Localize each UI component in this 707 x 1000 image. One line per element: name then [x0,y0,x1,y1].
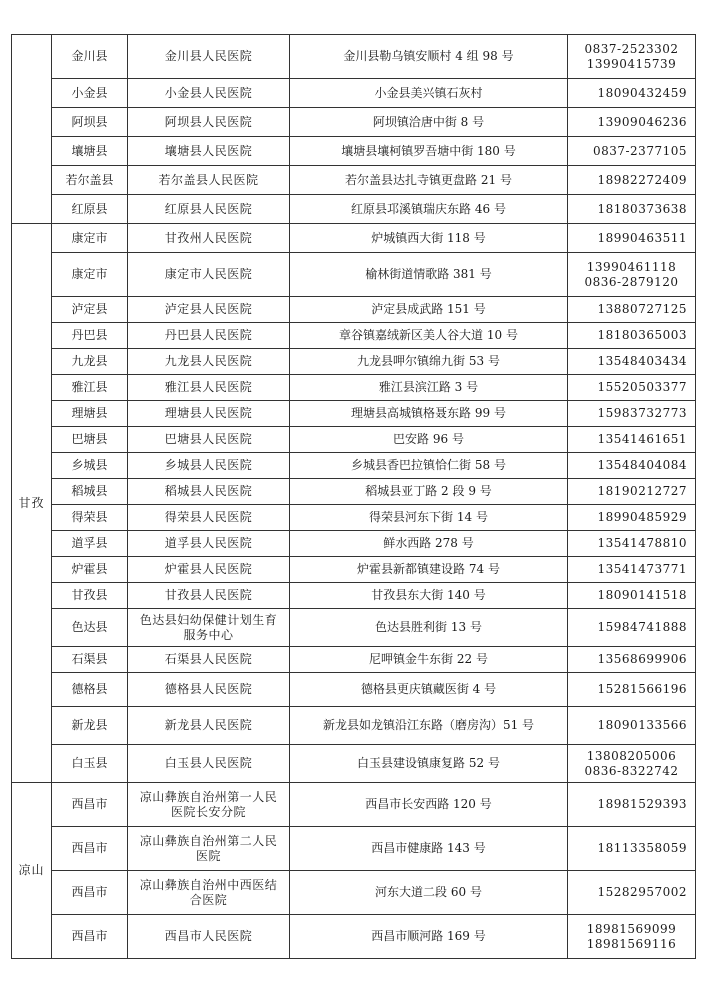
hospital-cell: 金川县人民医院 [128,35,290,79]
county-cell: 色达县 [52,609,128,647]
phone-cell: 15983732773 [568,401,696,427]
table-row [12,871,696,915]
phone-cell: 13990461118 0836-2879120 [568,253,696,297]
address-cell: 九龙县呷尔镇绵九街 53 号 [290,349,568,375]
hospital-cell: 壤塘县人民医院 [128,137,290,166]
address-cell: 若尔盖县达扎寺镇更盘路 21 号 [290,166,568,195]
table-row [12,557,696,583]
phone-cell: 18990485929 [568,505,696,531]
phone-cell: 18190212727 [568,479,696,505]
hospital-table [11,34,696,959]
hospital-cell: 得荣县人民医院 [128,505,290,531]
phone-cell: 15282957002 [568,871,696,915]
hospital-cell: 甘孜县人民医院 [128,583,290,609]
phone-cell: 13541473771 [568,557,696,583]
address-cell: 理塘县高城镇格聂东路 99 号 [290,401,568,427]
table-row [12,323,696,349]
county-cell: 巴塘县 [52,427,128,453]
county-cell: 道孚县 [52,531,128,557]
hospital-cell: 新龙县人民医院 [128,707,290,745]
table-row [12,349,696,375]
table-row [12,745,696,783]
phone-cell: 13808205006 0836-8322742 [568,745,696,783]
county-cell: 若尔盖县 [52,166,128,195]
table-row [12,531,696,557]
phone-cell: 18090133566 [568,707,696,745]
phone-cell: 0837-2523302 13990415739 [568,35,696,79]
phone-cell: 18180373638 [568,195,696,224]
address-cell: 章谷镇嘉绒新区美人谷大道 10 号 [290,323,568,349]
county-cell: 阿坝县 [52,108,128,137]
hospital-cell: 道孚县人民医院 [128,531,290,557]
table-row [12,479,696,505]
hospital-cell: 雅江县人民医院 [128,375,290,401]
county-cell: 西昌市 [52,915,128,959]
table-row [12,453,696,479]
county-cell: 西昌市 [52,783,128,827]
phone-cell: 13541478810 [568,531,696,557]
hospital-cell: 德格县人民医院 [128,673,290,707]
address-cell: 稻城县亚丁路 2 段 9 号 [290,479,568,505]
hospital-cell: 西昌市人民医院 [128,915,290,959]
phone-cell: 18981569099 18981569116 [568,915,696,959]
county-cell: 九龙县 [52,349,128,375]
phone-cell: 0837-2377105 [568,137,696,166]
hospital-cell: 若尔盖县人民医院 [128,166,290,195]
address-cell: 西昌市长安西路 120 号 [290,783,568,827]
region-cell [12,35,52,224]
hospital-cell: 泸定县人民医院 [128,297,290,323]
hospital-cell: 白玉县人民医院 [128,745,290,783]
hospital-cell: 阿坝县人民医院 [128,108,290,137]
address-cell: 金川县勒乌镇安顺村 4 组 98 号 [290,35,568,79]
county-cell: 小金县 [52,79,128,108]
hospital-cell: 红原县人民医院 [128,195,290,224]
county-cell: 得荣县 [52,505,128,531]
address-cell: 得荣县河东下街 14 号 [290,505,568,531]
region-cell: 凉山 [12,783,52,959]
county-cell: 乡城县 [52,453,128,479]
county-cell: 金川县 [52,35,128,79]
county-cell: 泸定县 [52,297,128,323]
address-cell: 西昌市健康路 143 号 [290,827,568,871]
phone-cell: 13541461651 [568,427,696,453]
address-cell: 炉城镇西大街 118 号 [290,224,568,253]
address-cell: 红原县邛溪镇瑞庆东路 46 号 [290,195,568,224]
hospital-cell: 甘孜州人民医院 [128,224,290,253]
county-cell: 理塘县 [52,401,128,427]
table-row [12,505,696,531]
county-cell: 炉霍县 [52,557,128,583]
table-row [12,609,696,647]
address-cell: 乡城县香巴拉镇恰仁街 58 号 [290,453,568,479]
hospital-cell: 凉山彝族自治州中西医结 合医院 [128,871,290,915]
county-cell: 康定市 [52,224,128,253]
table-row [12,827,696,871]
phone-cell: 13548403434 [568,349,696,375]
phone-cell: 15984741888 [568,609,696,647]
address-cell: 炉霍县新都镇建设路 74 号 [290,557,568,583]
address-cell: 小金县美兴镇石灰村 [290,79,568,108]
phone-cell: 18982272409 [568,166,696,195]
table-row [12,195,696,224]
hospital-cell: 石渠县人民医院 [128,647,290,673]
phone-cell: 18090432459 [568,79,696,108]
table-row [12,783,696,827]
hospital-cell: 凉山彝族自治州第一人民 医院长安分院 [128,783,290,827]
address-cell: 阿坝镇洽唐中街 8 号 [290,108,568,137]
table-row [12,427,696,453]
hospital-cell: 色达县妇幼保健计划生育 服务中心 [128,609,290,647]
table-row [12,401,696,427]
table-row [12,915,696,959]
table-row [12,647,696,673]
table-row [12,224,696,253]
hospital-cell: 理塘县人民医院 [128,401,290,427]
county-cell: 壤塘县 [52,137,128,166]
county-cell: 甘孜县 [52,583,128,609]
phone-cell: 18981529393 [568,783,696,827]
phone-cell: 18990463511 [568,224,696,253]
table-row [12,297,696,323]
hospital-cell: 丹巴县人民医院 [128,323,290,349]
table-row [12,79,696,108]
phone-cell: 15520503377 [568,375,696,401]
table-row [12,137,696,166]
table-row [12,35,696,79]
phone-cell: 18180365003 [568,323,696,349]
hospital-table-body [12,35,696,959]
address-cell: 泸定县成武路 151 号 [290,297,568,323]
phone-cell: 13909046236 [568,108,696,137]
hospital-cell: 小金县人民医院 [128,79,290,108]
county-cell: 石渠县 [52,647,128,673]
county-cell: 稻城县 [52,479,128,505]
address-cell: 尼呷镇金牛东街 22 号 [290,647,568,673]
hospital-cell: 凉山彝族自治州第二人民 医院 [128,827,290,871]
phone-cell: 18090141518 [568,583,696,609]
phone-cell: 13548404084 [568,453,696,479]
hospital-cell: 九龙县人民医院 [128,349,290,375]
address-cell: 白玉县建设镇康复路 52 号 [290,745,568,783]
address-cell: 西昌市顺河路 169 号 [290,915,568,959]
address-cell: 雅江县滨江路 3 号 [290,375,568,401]
county-cell: 新龙县 [52,707,128,745]
county-cell: 西昌市 [52,827,128,871]
address-cell: 色达县胜利街 13 号 [290,609,568,647]
hospital-cell: 巴塘县人民医院 [128,427,290,453]
address-cell: 德格县更庆镇藏医街 4 号 [290,673,568,707]
hospital-cell: 乡城县人民医院 [128,453,290,479]
table-row [12,673,696,707]
county-cell: 德格县 [52,673,128,707]
phone-cell: 18113358059 [568,827,696,871]
phone-cell: 13568699906 [568,647,696,673]
address-cell: 鲜水西路 278 号 [290,531,568,557]
table-row [12,707,696,745]
hospital-cell: 稻城县人民医院 [128,479,290,505]
phone-cell: 13880727125 [568,297,696,323]
county-cell: 雅江县 [52,375,128,401]
address-cell: 河东大道二段 60 号 [290,871,568,915]
address-cell: 榆林街道情歌路 381 号 [290,253,568,297]
region-cell: 甘孜 [12,224,52,783]
county-cell: 丹巴县 [52,323,128,349]
address-cell: 壤塘县壤柯镇罗吾塘中街 180 号 [290,137,568,166]
address-cell: 甘孜县东大街 140 号 [290,583,568,609]
county-cell: 西昌市 [52,871,128,915]
phone-cell: 15281566196 [568,673,696,707]
table-row [12,375,696,401]
address-cell: 新龙县如龙镇沿江东路（磨房沟）51 号 [290,707,568,745]
county-cell: 康定市 [52,253,128,297]
hospital-cell: 炉霍县人民医院 [128,557,290,583]
table-row [12,166,696,195]
address-cell: 巴安路 96 号 [290,427,568,453]
table-row [12,253,696,297]
county-cell: 白玉县 [52,745,128,783]
table-row [12,108,696,137]
county-cell: 红原县 [52,195,128,224]
hospital-cell: 康定市人民医院 [128,253,290,297]
table-row [12,583,696,609]
